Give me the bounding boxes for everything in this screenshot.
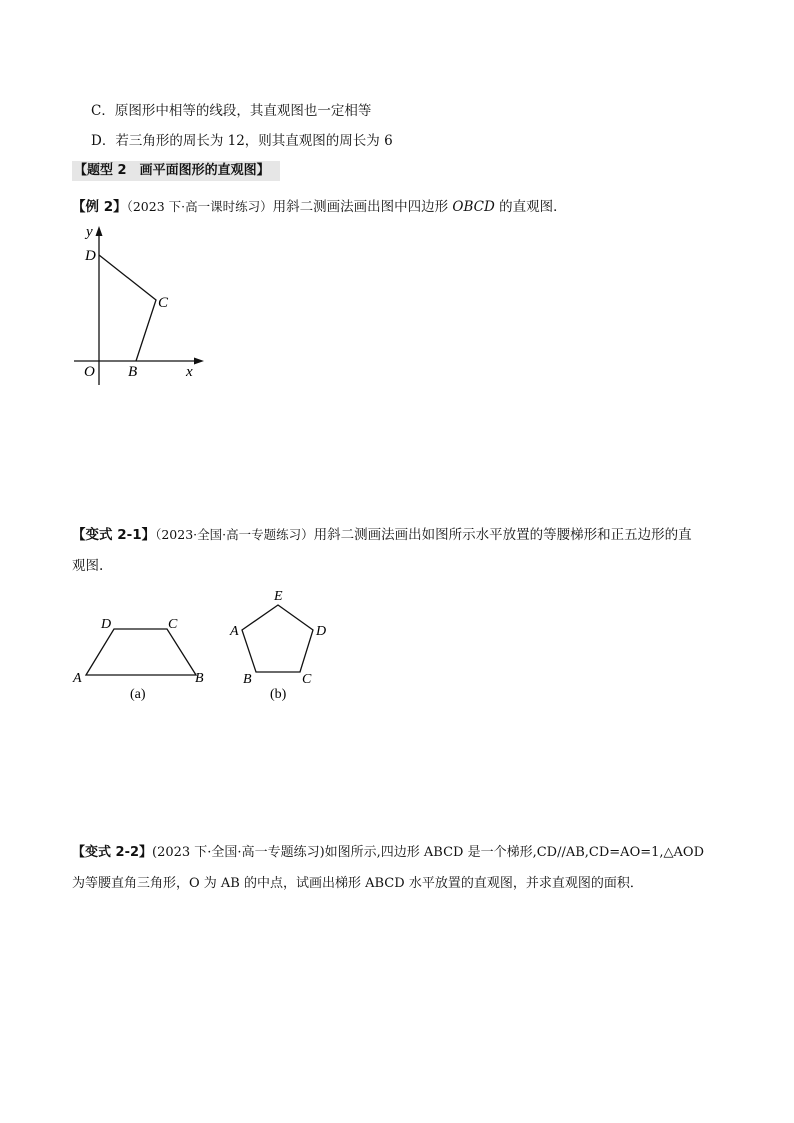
variant-2-1-source: （2023·全国·高一专题练习） [155,527,314,542]
example-2-text-end: 的直观图． [494,199,567,215]
y-arrow-icon [96,226,103,236]
variant-2-1-tag: 【变式 2-1】 [72,527,156,543]
label-b: B [128,364,138,380]
example-2-text: 用斜二测画法画出图中四边形 [272,199,453,215]
variant-2-1-line1: 用斜二测画法画出如图所示水平放置的等腰梯形和正五边形的直 [313,527,692,543]
pent-label-d: D [316,624,327,639]
label-c: C [158,295,169,311]
section-heading: 【题型 2 画平面图形的直观图】 [72,161,280,181]
label-x: x [186,364,193,380]
option-c: C．原图形中相等的线段，其直观图也一定相等 [91,103,372,119]
pent-label-a: A [230,624,239,639]
example-2-shape: OBCD [452,199,495,215]
variant-2-1-line2: 观图. [72,558,104,574]
variant-2-1 [72,525,692,545]
option-d: D．若三角形的周长为 12，则其直观图的周长为 6 [91,133,393,149]
label-y: y [86,224,93,240]
label-o: O [84,364,95,380]
x-arrow-icon [194,358,204,365]
pent-label-c: C [302,672,312,687]
pentagon [242,605,313,672]
pent-label-b: B [243,672,252,687]
caption-b: (b) [270,687,287,702]
variant-2-2-line1: (2023 下·全国·高一专题练习)如图所示,四边形 ABCD 是一个梯形,CD//AB,CD=AO=1,△AOD [152,845,704,860]
trap-label-a: A [73,671,82,686]
trap-label-c: C [168,617,178,632]
quad-edges [99,255,156,361]
label-d: D [85,248,96,264]
pent-label-e: E [274,589,283,604]
variant-2-2-tag: 【变式 2-2】 [72,845,153,860]
example-2-source: （2023 下·高一课时练习） [126,199,273,214]
example-2-tag: 【例 2】 [72,199,127,215]
trapezoid [86,629,196,675]
trap-label-b: B [195,671,204,686]
variant-2-2-line2: 为等腰直角三角形，O 为 AB 的中点，试画出梯形 ABCD 水平放置的直观图，并求直观图的面积． [72,876,643,891]
variant-2-2 [72,843,704,863]
trap-label-d: D [101,617,112,632]
caption-a: (a) [130,687,146,702]
